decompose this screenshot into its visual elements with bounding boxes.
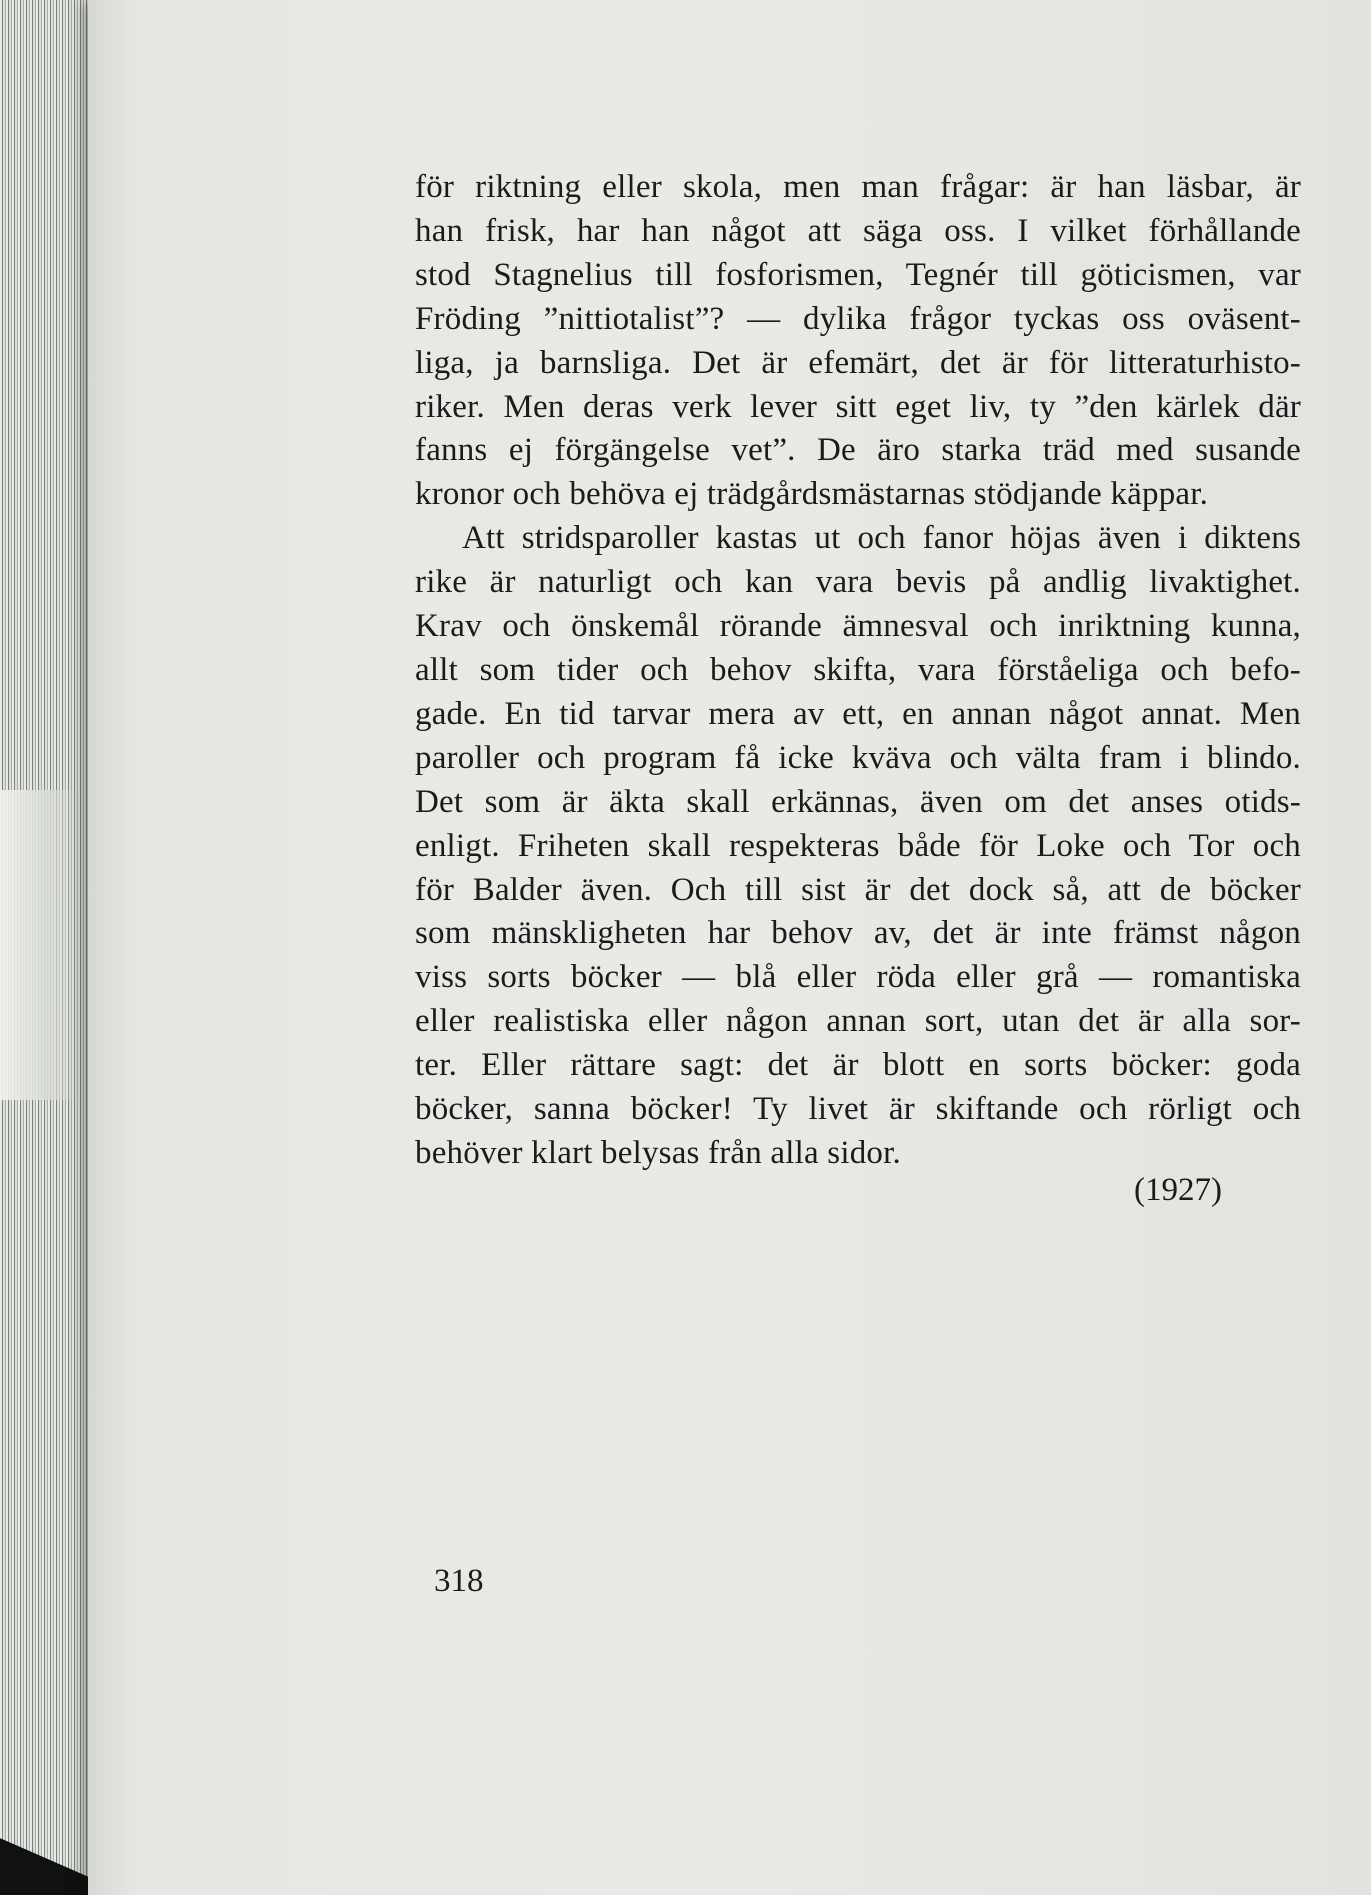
essay-year: (1927) — [1134, 1172, 1222, 1208]
page-number: 318 — [434, 1563, 484, 1599]
text-line: Det som är äkta skall erkännas, även om det anses otids- — [415, 783, 1301, 820]
blurred-edge-patch — [0, 790, 80, 1100]
text-line: för Balder även. Och till sist är det dock så, att de böcker — [415, 871, 1301, 908]
text-line: Krav och önskemål rörande ämnesval och inriktning kunna, — [415, 608, 1301, 645]
text-line: enligt. Friheten skall respekteras både för Loke och Tor och — [415, 827, 1301, 864]
text-line: kronor och behöva ej trädgårdsmästarnas stödjande käppar. — [415, 476, 1209, 513]
text-line: böcker, sanna böcker! Ty livet är skiftande och rörligt och — [415, 1091, 1301, 1128]
text-line: allt som tider och behov skifta, vara förståeliga och befo- — [415, 651, 1301, 688]
text-line: viss sorts böcker — blå eller röda eller grå — romantiska — [415, 959, 1301, 996]
text-line: ter. Eller rättare sagt: det är blott en sorts böcker: goda — [415, 1047, 1301, 1084]
paragraph-1 — [415, 166, 1301, 517]
text-line: han frisk, har han något att säga oss. I vilket förhållande — [415, 212, 1301, 249]
text-line: riker. Men deras verk lever sitt eget liv, ty ”den kärlek där — [415, 388, 1301, 425]
paragraph-2 — [415, 517, 1301, 1176]
book-page — [88, 0, 1371, 1895]
text-line: liga, ja barnsliga. Det är efemärt, det är för litteraturhisto- — [415, 344, 1301, 381]
text-line: fanns ej förgängelse vet”. De äro starka träd med susande — [415, 432, 1301, 469]
body-text — [415, 166, 1301, 1176]
text-line: för riktning eller skola, men man frågar: är han läsbar, är — [415, 169, 1301, 205]
text-line: stod Stagnelius till fosforismen, Tegnér till göticismen, var — [415, 256, 1301, 293]
text-line: gade. En tid tarvar mera av ett, en annan något annat. Men — [415, 695, 1301, 732]
text-line: Fröding ”nittiotalist”? — dylika frågor tyckas oss oväsent- — [415, 300, 1301, 337]
text-line: behöver klart belysas från alla sidor. — [415, 1134, 901, 1171]
text-line: eller realistiska eller någon annan sort, utan det är alla sor- — [415, 1003, 1301, 1040]
text-line: rike är naturligt och kan vara bevis på andlig livaktighet. — [415, 564, 1301, 601]
text-line: paroller och program få icke kväva och välta fram i blindo. — [415, 739, 1301, 776]
text-line: som mänskligheten har behov av, det är inte främst någon — [415, 915, 1301, 952]
text-line: Att stridsparoller kastas ut och fanor höjas även i diktens — [462, 520, 1301, 557]
